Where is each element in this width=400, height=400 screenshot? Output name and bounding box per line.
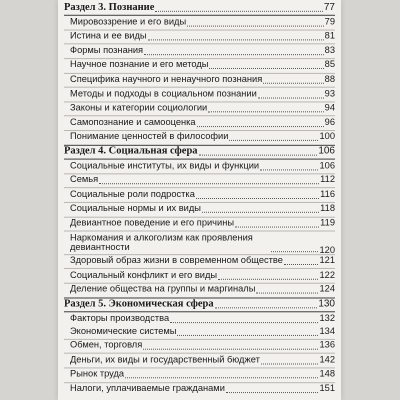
entry-label: Научное познание и его методы xyxy=(70,59,209,70)
entry-page: 120 xyxy=(319,244,335,255)
dot-leader xyxy=(209,59,323,69)
book-page xyxy=(58,0,341,400)
section-title: Раздел 4. Социальная сфера xyxy=(64,145,198,157)
entry-label: Семья xyxy=(70,174,99,185)
dot-leader xyxy=(177,326,318,336)
dot-leader xyxy=(256,284,318,294)
section-page: 130 xyxy=(318,298,335,310)
dot-leader xyxy=(99,175,319,185)
section-page: 77 xyxy=(323,1,335,13)
entry-label: Социальный конфликт и его виды xyxy=(70,269,218,280)
entry-label: Наркомания и алкоголизм как проявления девиантности xyxy=(70,232,253,253)
entry-page: 121 xyxy=(319,255,335,266)
dot-leader xyxy=(218,270,318,280)
entry-page: 134 xyxy=(319,325,335,336)
toc-entry xyxy=(64,383,335,400)
dot-leader xyxy=(199,146,318,156)
entry-label: Формы познания xyxy=(70,45,144,55)
dot-leader xyxy=(208,103,323,113)
entry-page: 116 xyxy=(320,188,335,199)
dot-leader xyxy=(202,203,319,213)
dot-leader xyxy=(260,160,318,170)
entry-label: Деление общества на группы и маргиналы xyxy=(70,284,256,294)
entry-label: Здоровый образ жизни в современном обществе xyxy=(70,255,283,266)
entry-page: 118 xyxy=(320,203,335,214)
entry-page: 96 xyxy=(324,117,335,127)
dot-leader xyxy=(284,255,319,265)
dot-leader xyxy=(215,298,318,308)
section-page: 106 xyxy=(318,145,335,157)
dot-leader xyxy=(263,74,323,84)
entry-page: 100 xyxy=(319,131,335,142)
dot-leader xyxy=(271,242,318,252)
dot-leader xyxy=(144,45,324,55)
entry-page: 93 xyxy=(324,88,335,99)
entry-label: Рынок труда xyxy=(70,368,125,379)
entry-page: 83 xyxy=(324,45,335,55)
section-title: Раздел 3. Познание xyxy=(64,1,155,13)
dot-leader xyxy=(196,189,319,199)
toc-entry xyxy=(64,232,335,256)
dot-leader xyxy=(258,88,324,98)
entry-label: Законы и категории социологии xyxy=(70,102,208,113)
entry-label: Экономические системы xyxy=(70,325,177,336)
entry-label: Налоги, уплачиваемые гражданами xyxy=(70,383,225,394)
entry-page: 94 xyxy=(324,102,335,113)
entry-page: 88 xyxy=(324,73,335,84)
entry-label: Специфика научного и ненаучного познания xyxy=(70,73,263,84)
dot-leader xyxy=(125,369,318,379)
entry-page: 85 xyxy=(324,59,335,70)
entry-page: 106 xyxy=(319,160,335,171)
entry-page: 124 xyxy=(319,284,335,294)
entry-page: 119 xyxy=(320,217,335,228)
entry-label: Социальные нормы и их виды xyxy=(70,203,201,214)
dot-leader xyxy=(155,2,322,12)
entry-page: 136 xyxy=(319,340,335,350)
dot-leader xyxy=(170,313,318,323)
entry-label: Самопознание и самооценка xyxy=(70,117,196,127)
entry-label: Методы и подходы в социальном познании xyxy=(70,88,257,99)
entry-page: 79 xyxy=(324,16,335,27)
dot-leader xyxy=(261,354,319,364)
entry-label: Обмен, торговля xyxy=(70,340,143,350)
dot-leader xyxy=(235,218,319,228)
dot-leader xyxy=(229,131,318,141)
entry-label: Деньги, их виды и государственный бюджет xyxy=(70,354,260,365)
entry-label: Понимание ценностей в философии xyxy=(70,131,229,142)
entry-label: Социальные институты, их виды и функции xyxy=(70,160,260,171)
entry-page: 142 xyxy=(319,354,335,365)
dot-leader xyxy=(148,31,324,41)
dot-leader xyxy=(226,383,319,393)
dot-leader xyxy=(197,117,324,127)
entry-label: Истина и ее виды xyxy=(70,30,147,41)
dot-leader xyxy=(143,340,318,350)
section-title: Раздел 5. Экономическая сфера xyxy=(64,298,214,310)
entry-page: 81 xyxy=(324,30,335,41)
entry-page: 112 xyxy=(320,174,335,185)
entry-page: 132 xyxy=(319,312,335,323)
dot-leader xyxy=(187,16,324,26)
entry-page: 151 xyxy=(319,383,335,394)
entry-label: Мировоззрение и его виды xyxy=(70,16,187,27)
entry-page: 148 xyxy=(319,368,335,379)
entry-label: Социальные роли подростка xyxy=(70,188,195,199)
entry-label: Факторы производства xyxy=(70,312,170,323)
entry-label: Девиантное поведение и его причины xyxy=(70,217,235,228)
entry-page: 122 xyxy=(319,269,335,280)
